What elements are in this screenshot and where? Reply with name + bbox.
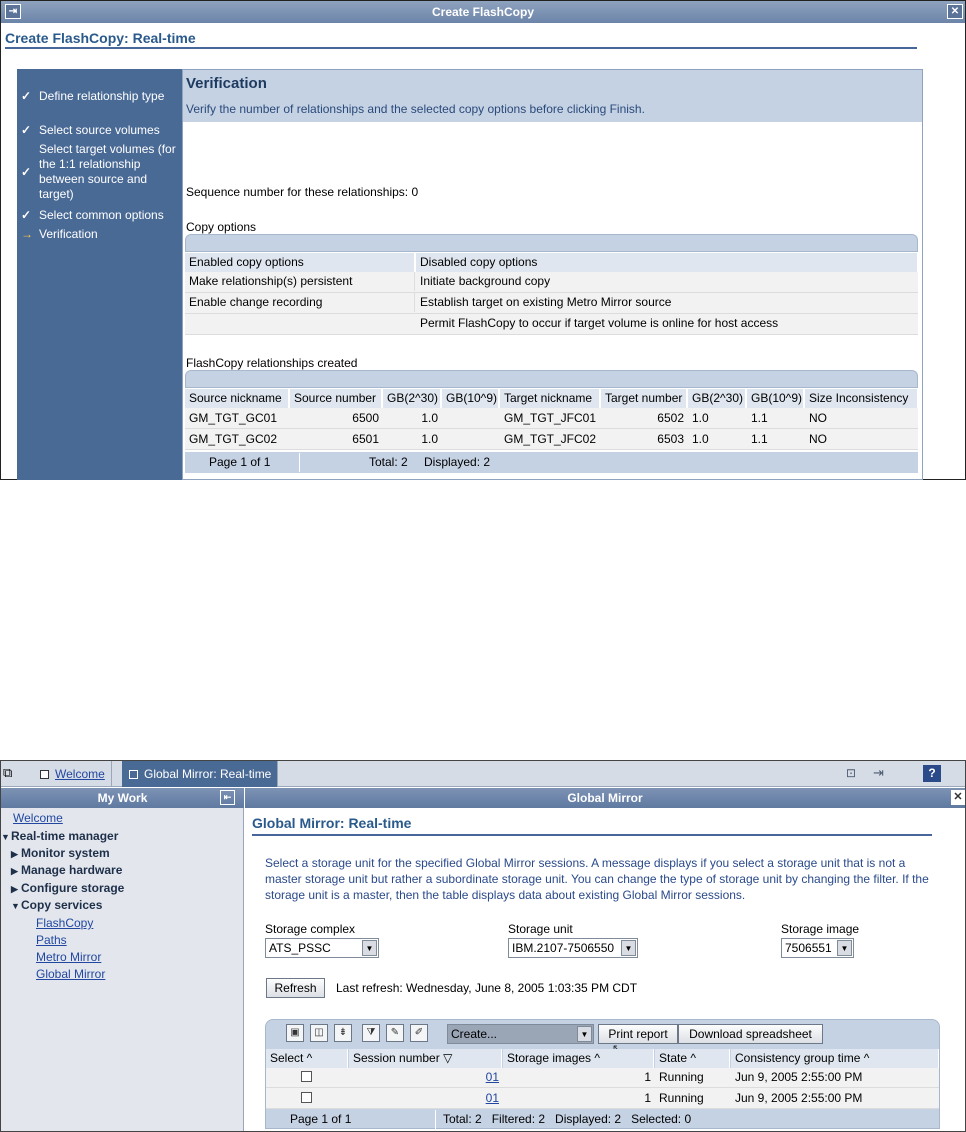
deselect-all-icon[interactable]: ◫ [310,1024,328,1042]
action-select[interactable] [447,1024,594,1044]
target-number: 6502 [657,411,684,425]
edit-sort-icon[interactable]: ✎ [386,1024,404,1042]
target-nickname: GM_TGT_JFC01 [504,411,597,425]
restore-icon[interactable]: ⇥ [5,4,21,19]
disabled-option: Establish target on existing Metro Mirror source [420,295,672,309]
session-number-column-header[interactable] [349,1049,502,1068]
page-icon [40,770,49,779]
step-label: Define relationship type [39,89,165,103]
source-gb-binary: 1.0 [421,411,438,425]
size-inconsistency: NO [809,432,827,446]
tab-global-mirror[interactable] [122,761,278,787]
select-all-icon[interactable]: ▣ [286,1024,304,1042]
target-number: 6503 [657,432,684,446]
step-target-volumes[interactable] [21,142,182,204]
content-title: Global Mirror [567,791,643,805]
session-number-link[interactable]: 01 [485,1070,499,1084]
storage-complex-select[interactable] [265,938,379,958]
displayed-count: Displayed: 2 [424,455,491,469]
global-mirror-window [0,760,966,1132]
consistency-time-value: Jun 9, 2005 2:55:00 PM [735,1091,863,1105]
state-column-header[interactable]: State ^ [655,1049,730,1068]
select-value: Create... [451,1027,498,1041]
session-number-link[interactable]: 01 [485,1091,499,1105]
nav-label: Real-time manager [11,829,119,843]
sort-descending-icon: ▽ [443,1051,453,1065]
help-icon[interactable]: ? [923,765,941,782]
enabled-option: Enable change recording [185,293,415,312]
create-flashcopy-window [0,0,966,480]
copy-options-label: Copy options [186,220,257,234]
select-column-header[interactable]: Select ^ [266,1049,348,1068]
arrow-right-icon: → [21,227,33,241]
total-count: Total: 2 [369,455,408,469]
select-value: IBM.2107-7506550 [512,941,615,955]
nav-label: Monitor system [21,846,110,860]
copy-options-table-bar [185,234,918,252]
nav-manage-hardware[interactable] [11,862,122,879]
sessions-table [265,1019,940,1129]
page-indicator: Page 1 of 1 [205,453,300,472]
table-stats: Total: 2 Filtered: 2 Displayed: 2 Selected: 0 [443,1112,692,1126]
triangle-down-icon: ▼ [1,832,10,842]
column-header: GB(10^9) [442,389,499,408]
content-header [245,788,965,808]
refresh-button[interactable]: Refresh [266,978,325,998]
column-header: Source number [290,389,382,408]
column-header: Size Inconsistency [805,389,918,408]
check-icon: ✓ [21,208,32,222]
show-filter-icon[interactable]: ⇟ [334,1024,352,1042]
column-header: GB(10^9) [747,389,804,408]
close-icon[interactable]: ✕ [947,4,963,19]
column-header: Target number [601,389,687,408]
column-header: Enabled copy options [185,253,415,272]
properties-icon[interactable]: ⊡ [846,766,857,780]
check-icon: ✓ [21,123,32,137]
nav-metro-mirror[interactable]: Metro Mirror [36,950,102,964]
step-label: Verification [39,227,98,241]
select-value: 7506551 [785,941,832,955]
triangle-right-icon: ▶ [11,866,18,876]
select-value: ATS_PSSC [269,941,331,955]
state-value: Running [659,1091,704,1105]
verification-panel [182,69,923,480]
nav-label: Copy services [21,898,103,912]
clear-filter-icon[interactable]: ⧩ [362,1024,380,1042]
storage-unit-label: Storage unit [508,922,573,936]
page-title: Global Mirror: Real-time [252,815,412,831]
tab-bar [1,761,965,787]
row-checkbox[interactable] [301,1092,312,1103]
check-icon: ✓ [21,89,32,103]
last-refresh-text: Last refresh: Wednesday, June 8, 2005 1:03:35 PM CDT [336,981,638,995]
storage-unit-select[interactable] [508,938,638,958]
nav-configure-storage[interactable] [11,880,124,897]
target-gb-binary: 1.0 [692,432,709,446]
column-header: Target nickname [500,389,600,408]
collapse-icon[interactable]: ⇤ [220,790,235,805]
dropdown-arrow-icon: ▼ [577,1026,592,1042]
storage-images-count: 1 [644,1091,651,1105]
step-label: Select common options [39,208,164,222]
source-number: 6501 [352,432,379,446]
page-title: Create FlashCopy: Real-time [5,30,196,46]
storage-images-count: 1 [644,1070,651,1084]
wizard-steps [17,69,182,480]
column-header: Disabled copy options [416,253,918,272]
target-nickname: GM_TGT_JFC02 [504,432,597,446]
my-work-header [1,788,244,808]
storage-images-column-header[interactable]: Storage images ^ [503,1049,654,1068]
title-divider [5,47,917,49]
relationships-label: FlashCopy relationships created [186,356,358,370]
nav-copy-services[interactable] [11,897,102,914]
header-label: Session number [353,1051,440,1065]
enabled-option: Make relationship(s) persistent [185,272,415,291]
source-nickname: GM_TGT_GC02 [189,432,278,446]
column-header: Source nickname [185,389,289,408]
source-number: 6500 [352,411,379,425]
page-indicator: Page 1 of 1 [286,1110,436,1129]
triangle-right-icon: ▶ [11,884,18,894]
description-text: Select a storage unit for the specified Global Mirror sessions. A message displays if you select a storage unit that is not a master storage unit but rather a subordinate storage unit. You can change the type of storage unit by changing the filter. If the storage unit is a master, then the table displays data about existing Global Mirror sessions. [265,856,929,902]
navigation-pane [1,808,244,1131]
source-gb-binary: 1.0 [421,432,438,446]
print-report-button[interactable]: Print report [598,1024,678,1044]
row-checkbox[interactable] [301,1071,312,1082]
state-value: Running [659,1070,704,1084]
relationships-table-footer [185,452,918,473]
relationships-table-bar [185,370,918,388]
step-define-type[interactable] [21,89,182,121]
storage-image-label: Storage image [781,922,860,936]
nav-flashcopy[interactable]: FlashCopy [36,916,94,930]
target-gb-decimal: 1.1 [751,432,768,446]
step-label: Select target volumes (for the 1:1 relationship between source and target) [39,142,176,201]
verification-header [183,70,922,122]
storage-complex-label: Storage complex [265,922,356,936]
tab-label: Global Mirror: Real-time [144,767,272,781]
nav-global-mirror[interactable]: Global Mirror [36,967,106,981]
column-header: GB(2^30) [383,389,441,408]
column-header: GB(2^30) [688,389,746,408]
verification-subtitle: Verify the number of relationships and the selected copy options before clicking Finish. [186,102,645,116]
verification-title: Verification [186,75,267,92]
sequence-text: Sequence number for these relationships: 0 [186,185,419,199]
logout-icon[interactable]: ⇥ [873,765,884,780]
nav-label: Configure storage [21,881,125,895]
title-divider [252,834,932,836]
nav-welcome[interactable]: Welcome [13,811,63,825]
target-gb-binary: 1.0 [692,411,709,425]
nav-monitor-system[interactable] [11,845,110,862]
window-title: Create FlashCopy [431,5,535,19]
consistency-time-value: Jun 9, 2005 2:55:00 PM [735,1070,863,1084]
nav-label: Manage hardware [21,863,123,877]
consistency-time-column-header[interactable]: Consistency group time ^ [731,1049,939,1068]
download-spreadsheet-button[interactable]: Download spreadsheet [678,1024,823,1044]
nav-paths[interactable]: Paths [36,933,67,947]
size-inconsistency: NO [809,411,827,425]
target-gb-decimal: 1.1 [751,411,768,425]
windows-icon[interactable]: ⧉ [3,765,13,780]
triangle-down-icon: ▼ [11,901,20,911]
window-title-bar [1,1,965,23]
source-nickname: GM_TGT_GC01 [189,411,278,425]
disabled-option: Initiate background copy [420,274,551,288]
close-icon[interactable]: ✕ [951,790,965,805]
disabled-option: Permit FlashCopy to occur if target volume is online for host access [420,316,779,330]
tab-label: Welcome [55,767,105,781]
clear-sort-icon[interactable]: ✐ [410,1024,428,1042]
storage-image-select[interactable] [781,938,854,958]
dropdown-arrow-icon: ▼ [621,940,636,956]
page-icon [129,770,138,779]
tab-welcome[interactable] [33,761,112,787]
dropdown-arrow-icon: ▼ [362,940,377,956]
step-label: Select source volumes [39,123,160,137]
check-icon: ✓ [21,165,32,179]
nav-realtime-manager[interactable] [1,828,118,845]
my-work-title: My Work [97,791,148,805]
triangle-right-icon: ▶ [11,849,18,859]
dropdown-arrow-icon: ▼ [837,940,852,956]
